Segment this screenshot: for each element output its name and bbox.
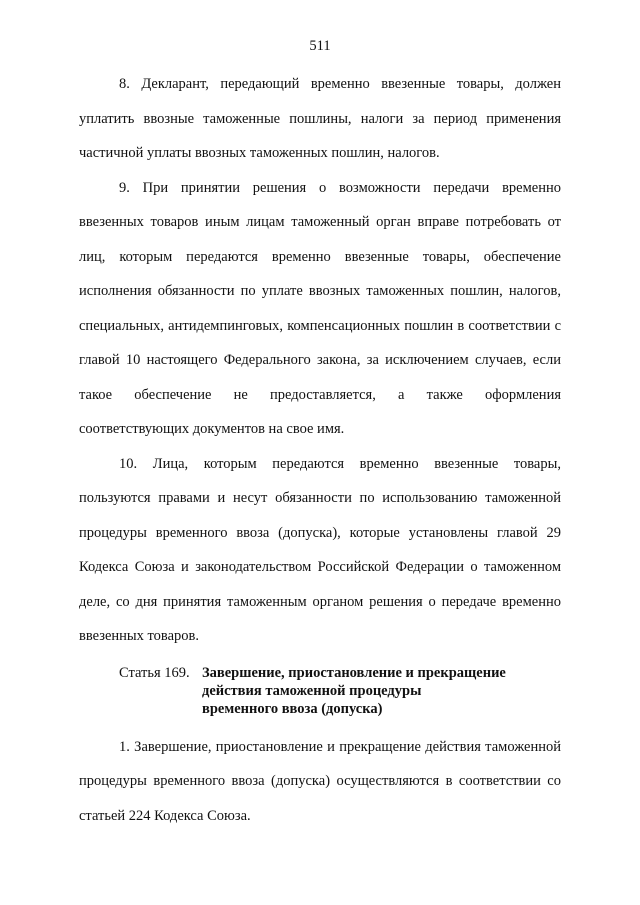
article-title-line: действия таможенной процедуры [202,682,422,699]
page-number: 511 [309,38,331,54]
article-number: Статья 169. [119,664,190,681]
article-title-line: Завершение, приостановление и прекращение [202,664,506,681]
paragraph-10: 10. Лица, которым передаются временно ввезенные товары, пользуются правами и несут обязанности по использованию таможенной процедуры временного ввоза (допуска), которые установлены главой 29 Кодекса Союза и законодательством Российской Федерации о таможенном деле, со дня принятия таможенным органом решения о передаче временно ввезенных товаров. [79,455,561,644]
paragraph-8: 8. Декларант, передающий временно ввезенные товары, должен уплатить ввозные таможенные пошлины, налоги за период применения частичной уплаты ввозных таможенных пошлин, налогов. [79,76,561,161]
article-title [202,664,532,718]
document-body [79,67,561,833]
paragraph-9: 9. При принятии решения о возможности передачи временно ввезенных товаров иным лицам таможенный орган вправе потребовать от лиц, которым передаются временно ввезенные товары, обеспечение исполнения обязанности по уплате ввозных таможенных пошлин, налогов, специальных, антидемпинговых, компенсационных пошлин в соответствии с главой 10 настоящего Федерального закона, за исключением случаев, если такое обеспечение не предоставляется, а также оформления соответствующих документов на свое имя. [79,179,561,437]
article-title-line: временного ввоза (допуска) [202,700,383,717]
article-heading [119,664,561,718]
article-169-paragraph-1: 1. Завершение, приостановление и прекращение действия таможенной процедуры временного ввоза (допуска) осуществляются в соответствии со статьей 224 Кодекса Союза. [79,738,561,824]
